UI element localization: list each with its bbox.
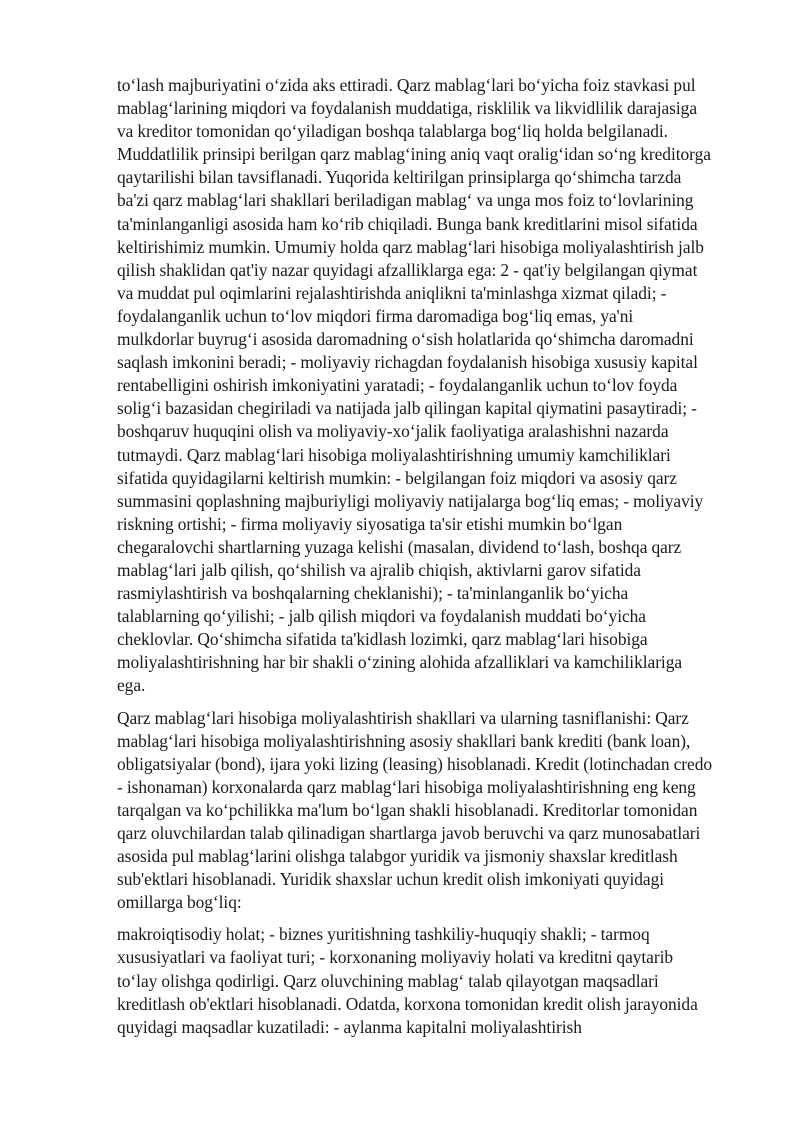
paragraph-2: Qarz mablag‘lari hisobiga moliyalashtirish shakllari va ularning tasniflanishi: Qarz mablag‘lari hisobiga moliyalashtirishning asosiy shakllari bank krediti (bank loan), obligatsiyalar (bond), ijara yoki lizing (leasing) hisoblanadi. Kredit (lotinchadan credo - ishonaman) korxonalarda qarz mablag‘lari hisobiga moliyalashtirishning eng keng tarqalgan va ko‘pchilikka ma'lum bo‘lgan shakli hisoblanadi. Kreditorlar tomonidan qarz oluvchilardan talab qilinadigan shartlarga javob beruvchi va qarz munosabatlari asosida pul mablag‘larini olishga talabgor yuridik va jismoniy shaxslar kreditlash sub'ektlari hisoblanadi. Yuridik shaxslar uchun kredit olish imkoniyati quyidagi omillarga bog‘liq: — [117, 707, 712, 913]
paragraph-1: to‘lash majburiyatini o‘zida aks ettiradi. Qarz mablag‘lari bo‘yicha foiz stavkasi pul mablag‘larining miqdori va foydalanish muddatiga, risklilik va likvidlilik darajasiga va kreditor tomonidan qo‘yiladigan boshqa talablarga bog‘liq holda belgilanadi. Muddatlilik prinsipi berilgan qarz mablag‘ining aniq vaqt oralig‘idan so‘ng kreditorga qaytarilishi bilan tavsiflanadi. Yuqorida keltirilgan prinsiplarga qo‘shimcha tarzda ba'zi qarz mablag‘lari shakllari beriladigan mablag‘ va unga mos foiz to‘lovlarining ta'minlanganligi asosida ham ko‘rib chiqiladi. Bunga bank kreditlarini misol sifatida keltirishimiz mumkin. Umumiy holda qarz mablag‘lari hisobiga moliyalashtirish jalb qilish shaklidan qat'iy nazar quyidagi afzalliklarga ega: 2 - qat'iy belgilangan qiymat va muddat pul oqimlarini rejalashtirishda aniqlikni ta'minlashga xizmat qiladi; - foydalanganlik uchun to‘lov miqdori firma daromadiga bog‘liq emas, ya'ni mulkdorlar buyrug‘i asosida daromadning o‘sish holatlarida qo‘shimcha daromadni saqlash imkonini beradi; - moliyaviy richagdan foydalanish hisobiga xususiy kapital rentabelligini oshirish imkoniyatini yaratadi; - foydalanganlik uchun to‘lov foyda solig‘i bazasidan chegiriladi va natijada jalb qilingan kapital qiymatini pasaytiradi; - boshqaruv huquqini olish va moliyaviy-xo‘jalik faoliyatiga aralashishni nazarda tutmaydi. Qarz mablag‘lari hisobiga moliyalashtirishning umumiy kamchiliklari sifatida quyidagilarni keltirish mumkin: - belgilangan foiz miqdori va asosiy qarz summasini qoplashning majburiyligi moliyaviy natijalarga bog‘liq emas; - moliyaviy riskning ortishi; - firma moliyaviy siyosatiga ta'sir etishi mumkin bo‘lgan chegaralovchi shartlarning yuzaga kelishi (masalan, dividend to‘lash, boshqa qarz mablag‘lari jalb qilish, qo‘shilish va ajralib chiqish, aktivlarni garov sifatida rasmiylashtirish va boshqalarning cheklanishi); - ta'minlanganlik bo‘yicha talablarning qo‘yilishi; - jalb qilish miqdori va foydalanish muddati bo‘yicha cheklovlar. Qo‘shimcha sifatida ta'kidlash lozimki, qarz mablag‘lari hisobiga moliyalashtirishning har bir shakli o‘zining alohida afzalliklari va kamchiliklariga ega. — [117, 75, 711, 696]
document-page — [117, 74, 712, 1039]
paragraph-3: makroiqtisodiy holat; - biznes yuritishning tashkiliy-huquqiy shakli; - tarmoq xususiyatlari va faoliyat turi; - korxonaning moliyaviy holati va kreditni qaytarib to‘lay olishga qodirligi. Qarz oluvchining mablag‘ talab qilayotgan maqsadlari kreditlash ob'ektlari hisoblanadi. Odatda, korxona tomonidan kredit olish jarayonida quyidagi maqsadlar kuzatiladi: - aylanma kapitalni moliyalashtirish — [117, 924, 698, 1037]
